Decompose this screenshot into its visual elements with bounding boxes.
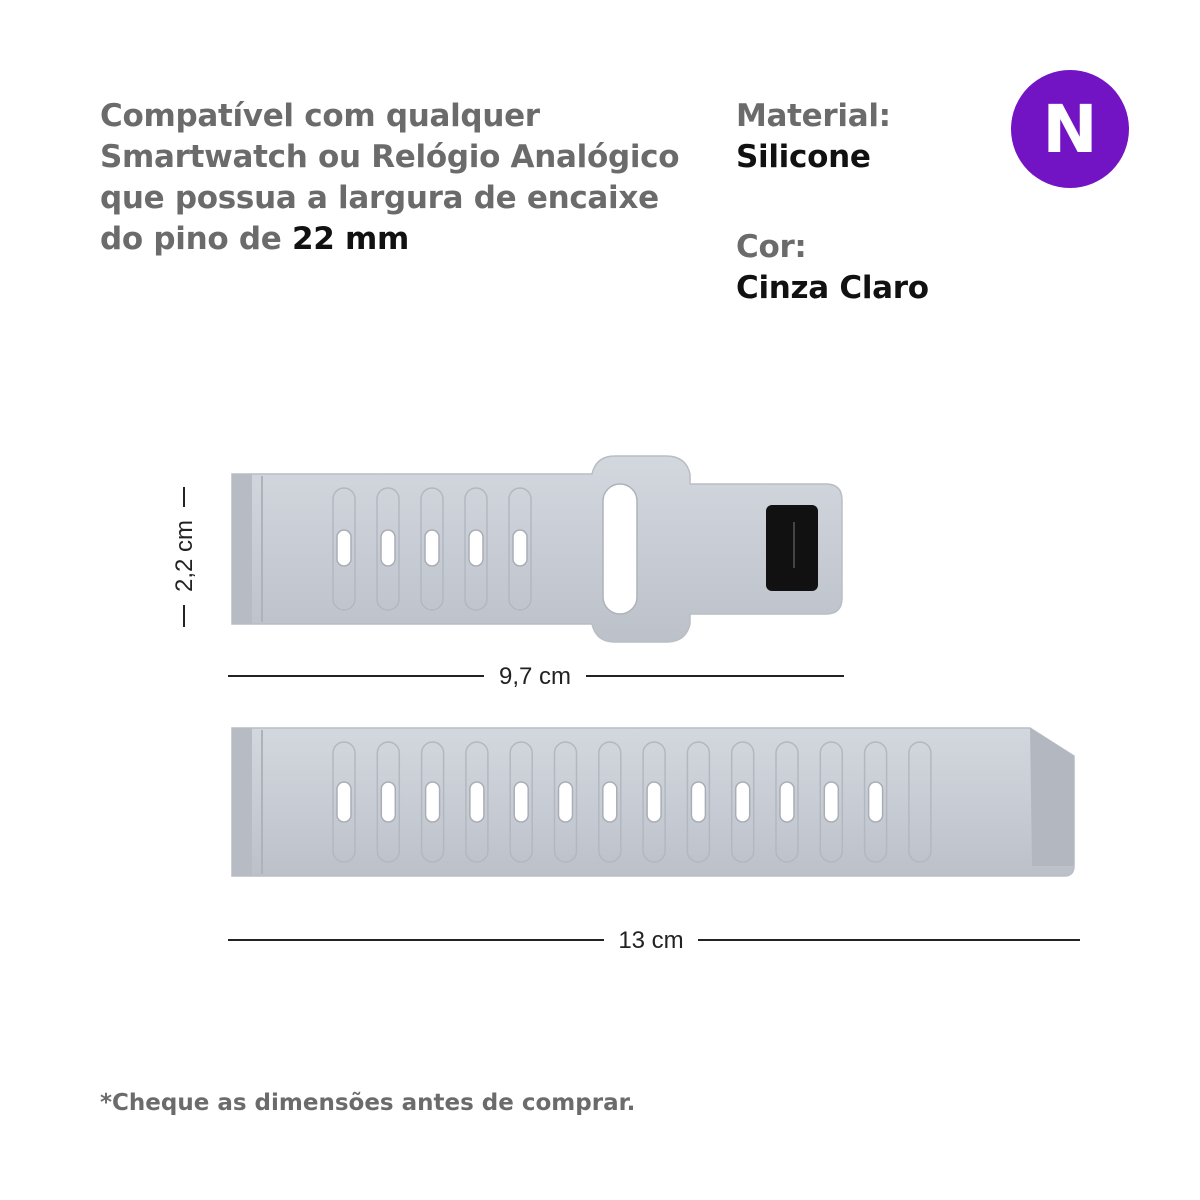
- material-value: Silicone: [736, 139, 871, 175]
- pin-width-highlight: 22 mm: [291, 221, 410, 257]
- buckle-stud: [766, 505, 818, 591]
- strap-hole: [425, 530, 439, 566]
- strap-hole: [869, 782, 883, 822]
- strap-hole: [559, 782, 573, 822]
- strap-hole: [381, 530, 395, 566]
- material-label: Material:: [736, 98, 891, 134]
- keeper-loop: [603, 484, 637, 614]
- long-strap-length-dimension: [228, 927, 1080, 954]
- strap-hole: [603, 782, 617, 822]
- strap-hole: [513, 530, 527, 566]
- strap-hole: [470, 782, 484, 822]
- strap-hole: [337, 530, 351, 566]
- description-line-3: que possua a largura de encaixe: [100, 180, 659, 216]
- strap-hole: [780, 782, 794, 822]
- width-dimension: [171, 487, 198, 627]
- color-label: Cor:: [736, 229, 807, 265]
- long-strap-length-label: 13 cm: [618, 927, 684, 954]
- strap-hole: [514, 782, 528, 822]
- description-line-2: Smartwatch ou Relógio Analógico: [100, 139, 680, 175]
- brand-logo-letter: N: [1042, 90, 1098, 168]
- short-strap-length-label: 9,7 cm: [498, 663, 572, 690]
- strap-hole: [469, 530, 483, 566]
- short-strap-length-dimension: [228, 663, 844, 690]
- footnote: *Cheque as dimensões antes de comprar.: [100, 1090, 636, 1116]
- strap-hole: [647, 782, 661, 822]
- color-value: Cinza Claro: [736, 270, 929, 306]
- strap-hole: [426, 782, 440, 822]
- strap-hole: [824, 782, 838, 822]
- strap-hole: [736, 782, 750, 822]
- short-strap: [232, 456, 842, 642]
- width-dimension-label: 2,2 cm: [171, 519, 198, 593]
- description-line-1: Compatível com qualquer: [100, 98, 540, 134]
- description-line-4-prefix: do pino de: [100, 221, 292, 257]
- strap-hole: [381, 782, 395, 822]
- strap-hole: [337, 782, 351, 822]
- strap-hole: [691, 782, 705, 822]
